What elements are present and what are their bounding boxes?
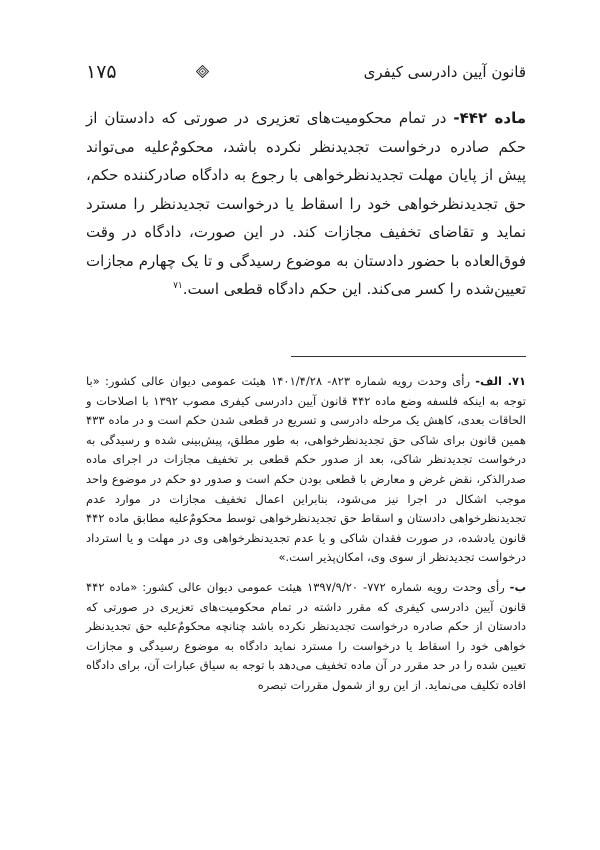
footnote-71-be [86, 578, 526, 696]
article-number: ماده ۴۴۲- [453, 109, 526, 127]
ornament-diamond-icon [196, 65, 209, 78]
page-header [86, 60, 526, 86]
footnote-text: رأی وحدت رویه شماره ۸۲۳- ۱۴۰۱/۴/۲۸ هیئت عمومی دیوان عالی کشور: «با توجه به اینکه فلسفه وضع ماده ۴۴۲ قانون آیین دادرسی کیفری مصوب ۱۳۹۲ با اصلاحات و الحاقات بعدی، کاهش یک مرحله دادرسی و تسریع در قطعی شدن حکم است و در ماده ۴۳۳ همین قانون برای شاکی حق تجدیدنظرخواهی، به طور مطلق، پیش‌بینی شده و رسیدگی به درخواست تجدیدنظر شاکی، بعد از صدور حکم قطعی بر تخفیف مجازات در اجرای ماده صدرالذکر، نقض غرض و معارض با قطعی بودن حکم است و صدور دو حکم در موضوع واحد موجب اشکال در اجرا نیز می‌شود، بنابراین اعمال تخفیف مجازات در موارد عدم تجدیدنظرخواهی دادستان و اسقاط حق تجدیدنظرخواهی توسط محکومٌ‌علیه مطابق ماده ۴۴۲ قانون یادشده، در صورت فقدان شاکی و یا عدم تجدیدنظرخواهی وی در مهلت و یا استرداد درخواست تجدیدنظر از سوی وی، امکان‌پذیر است.» [86, 374, 526, 565]
footnote-separator [291, 356, 526, 357]
article-text: در تمام محکومیت‌های تعزیری در صورتی که دادستان از حکم صادره درخواست تجدیدنظر نکرده باشد، محکومٌ‌علیه می‌تواند پیش از پایان مهلت تجدیدنظرخواهی با رجوع به دادگاه صادرکننده حکم، حق تجدیدنظرخواهی خود را اسقاط یا درخواست تجدیدنظر را مسترد نماید و تقاضای تخفیف مجازات کند. در این صورت، دادگاه در وقت فوق‌العاده با حضور دادستان به موضوع رسیدگی و تا یک چهارم مجازات تعیین‌شده را کسر می‌کند. این حکم دادگاه قطعی است. [86, 109, 526, 298]
footnote-71-alef [86, 372, 526, 568]
footnote-label: ۷۱. الف- [475, 374, 526, 388]
footnote-reference[interactable]: ۷۱ [173, 281, 183, 291]
article-paragraph [86, 104, 526, 304]
footnote-text: رأی وحدت رویه شماره ۷۷۲- ۱۳۹۷/۹/۲۰ هیئت عمومی دیوان عالی کشور: «ماده ۴۴۲ قانون آیین دادرسی کیفری که مقرر داشته در تمام محکومیت‌های تعزیری در صورتی که دادستان از حکم صادره درخواست تجدیدنظر نکرده باشد چنانچه محکومٌ‌علیه حق تجدیدنظر خواهی خود را اسقاط یا درخواست را مسترد نماید دادگاه به موضوع رسیدگی و مجازات تعیین شده را در حد مقرر در آن ماده تخفیف می‌دهد با توجه به سیاق عبارات آن، برای دادگاه افاده تکلیف می‌نماید. از این رو از شمول مقررات تبصره [86, 579, 526, 692]
page-number: ۱۷۵ [86, 61, 117, 83]
footnotes [86, 372, 526, 706]
footnote-label: ب- [509, 579, 527, 594]
running-title: قانون آیین دادرسی کیفری [363, 63, 526, 81]
